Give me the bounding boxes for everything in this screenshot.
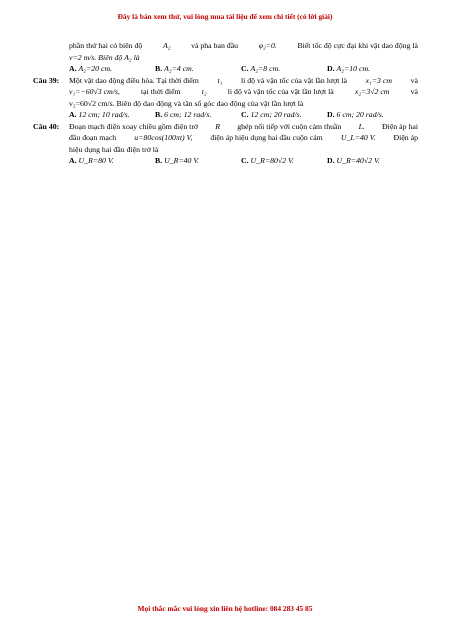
option-d: D. U_R=40√2 V. <box>327 156 380 165</box>
intro-options <box>69 63 418 75</box>
hotline-footer: Mọi thắc mắc vui lòng xin liên hệ hotline: 084 283 45 85 <box>137 604 313 613</box>
question-39-line-1: Câu 39: Một vật dao động điều hòa. Tại thời điểm t₁ li độ và vận tốc của vật lần lượt là x₁=3 cm và <box>33 75 418 85</box>
question-39-label: Câu 39: <box>33 75 60 85</box>
preview-notice-header: Đây là bản xem thử, vui lòng mua tài liệu để xem chi tiết (có lời giải) <box>117 12 333 21</box>
option-a: A. A₂=20 cm. <box>69 64 113 73</box>
intro-line-2: v=2 m/s. Biên độ A₂ là <box>69 52 140 62</box>
option-b: B. U_R=40 V. <box>155 156 200 165</box>
document-body <box>33 40 418 167</box>
option-d: D. 6 cm; 20 rad/s. <box>327 110 384 119</box>
question-40-line-3: hiệu dụng hai đầu điện trở là <box>69 144 159 154</box>
question-40-label: Câu 40: <box>33 121 60 131</box>
question-39-line-2: v₁=−60√3 cm/s, tại thời điểm t₂ li độ và vận tốc của vật lần lượt là x₂=3√2 cm và <box>69 87 418 96</box>
option-c: C. U_R=80√2 V. <box>241 156 294 165</box>
option-a: A. U_R=80 V. <box>69 156 114 165</box>
question-39-options <box>69 109 418 121</box>
option-b: B. 6 cm; 12 rad/s. <box>155 110 212 119</box>
question-40-options <box>69 155 418 167</box>
option-c: C. A₂=8 cm. <box>241 64 281 73</box>
option-c: C. 12 cm; 20 rad/s. <box>241 110 302 119</box>
option-a: A. 12 cm; 10 rad/s. <box>69 110 130 119</box>
option-b: B. A₂=4 cm. <box>155 64 194 73</box>
intro-line-1: phần thứ hai có biên độ A₂ và pha ban đầu φ₂=0. Biết tốc độ cực đại khi vật dao động là <box>69 41 418 50</box>
option-d: D. A₂=10 cm. <box>327 64 371 73</box>
question-40-line-2: đầu đoạn mạch u=80cos(100πt) V, điện áp hiệu dụng hai đầu cuộn cảm U_L=40 V. Điện áp <box>69 133 418 142</box>
question-40-line-1: Câu 40: Đoạn mạch điện xoay chiều gồm điện trở R ghép nối tiếp với cuộn cảm thuần L. Điện áp hai <box>33 121 418 131</box>
question-39-line-3: v₂=60√2 cm/s. Biên độ dao động và tần số góc dao động của vật lần lượt là <box>69 98 304 108</box>
